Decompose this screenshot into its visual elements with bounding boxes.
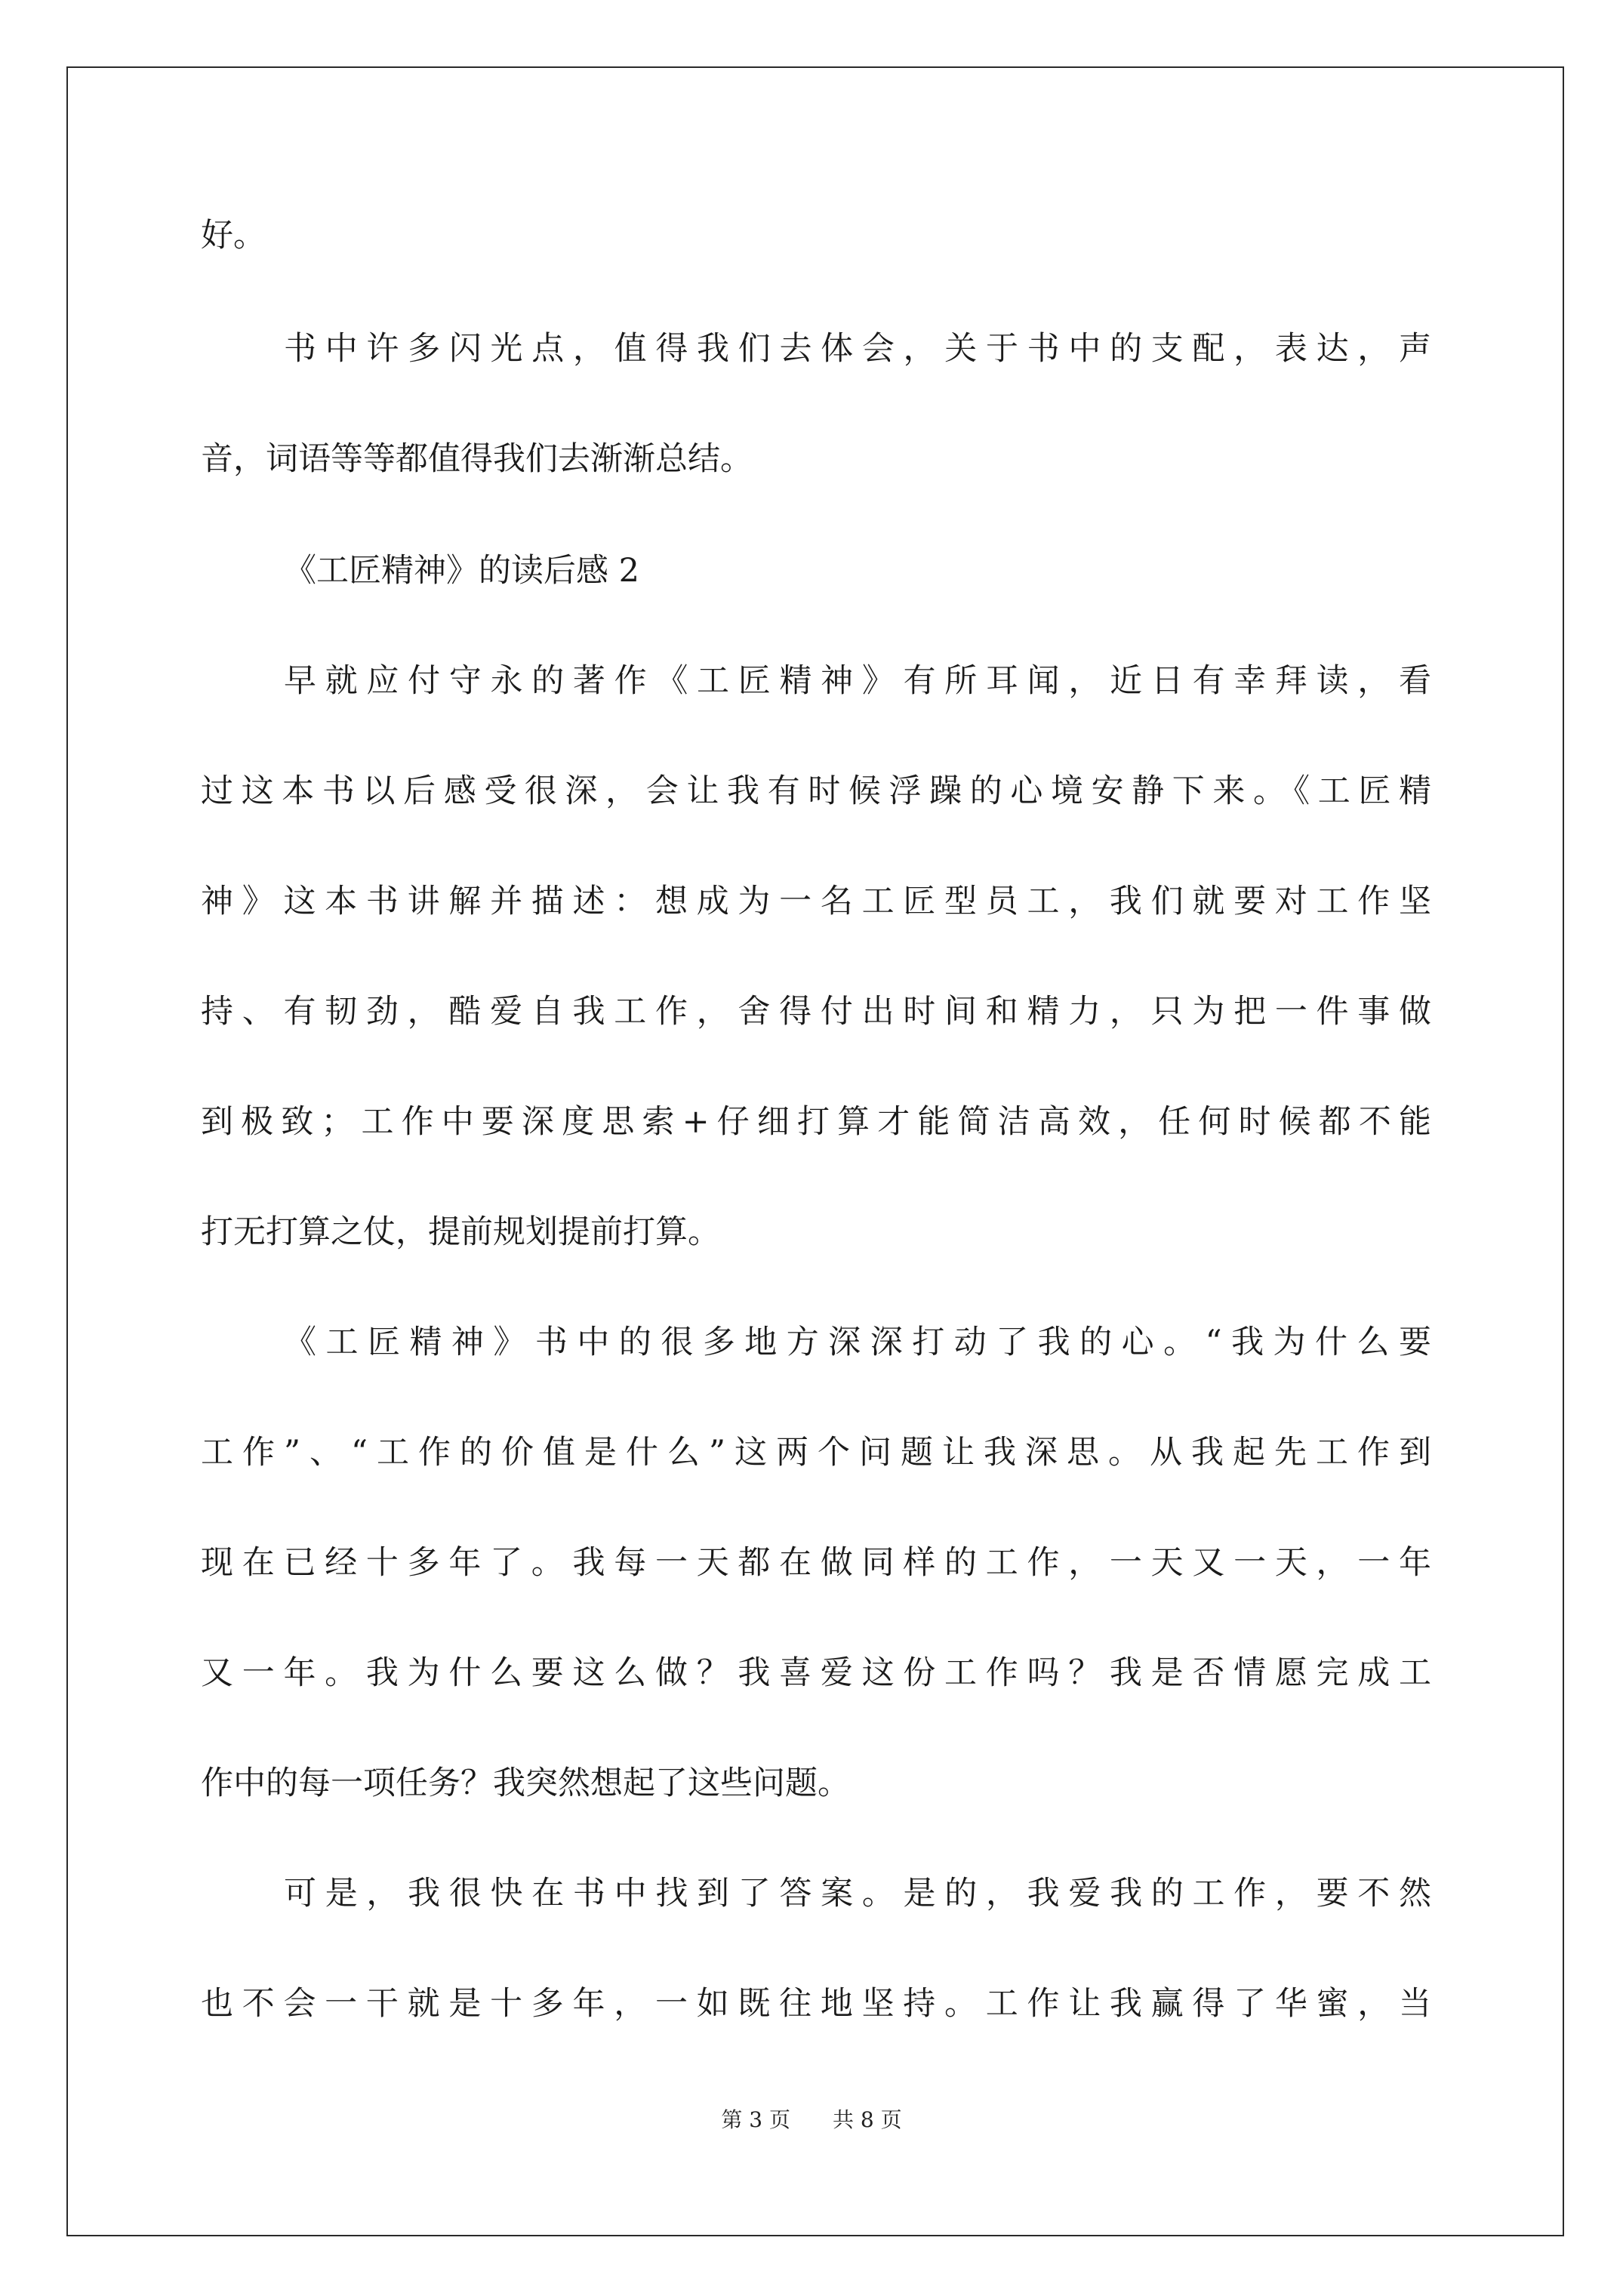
text-line: 工作”、“工作的价值是什么”这两个问题让我深思。从我起先工作到 <box>201 1434 1431 1472</box>
page-number: 第 3 页 <box>721 2107 790 2132</box>
text-line: 书中许多闪光点，值得我们去体会，关于书中的支配，表达，声 <box>284 330 1431 368</box>
text-line: 早就应付守永的著作《工匠精神》有所耳闻，近日有幸拜读，看 <box>284 662 1431 700</box>
page-total: 共 8 页 <box>833 2107 902 2132</box>
text-line: 持、有韧劲，酷爱自我工作，舍得付出时间和精力，只为把一件事做 <box>201 993 1431 1031</box>
text-line: 过这本书以后感受很深，会让我有时候浮躁的心境安静下来。《工匠精 <box>201 772 1431 810</box>
text-line: 又一年。我为什么要这么做？我喜爱这份工作吗？我是否情愿完成工 <box>201 1654 1431 1692</box>
text-line: 好。 <box>201 217 266 254</box>
text-line: 作中的每一项任务？我突然想起了这些问题。 <box>201 1764 850 1802</box>
text-line: 《工匠精神》书中的很多地方深深打动了我的心。“我为什么要 <box>284 1324 1431 1361</box>
text-line: 神》这本书讲解并描述：想成为一名工匠型员工，我们就要对工作坚 <box>201 883 1431 920</box>
text-line: 音，词语等等都值得我们去渐渐总结。 <box>201 440 753 478</box>
text-line: 现在已经十多年了。我每一天都在做同样的工作，一天又一天，一年 <box>201 1544 1431 1582</box>
section-heading: 《工匠精神》的读后感 2 <box>284 552 640 590</box>
text-line: 可是，我很快在书中找到了答案。是的，我爱我的工作，要不然 <box>284 1875 1431 1912</box>
text-line: 也不会一干就是十多年，一如既往地坚持。工作让我赢得了华蜜，当 <box>201 1985 1431 2023</box>
text-line: 到极致；工作中要深度思索+仔细打算才能简洁高效，任何时候都不能 <box>201 1103 1431 1141</box>
text-line: 打无打算之仗，提前规划提前打算。 <box>201 1213 720 1251</box>
page-footer <box>0 2105 1623 2135</box>
